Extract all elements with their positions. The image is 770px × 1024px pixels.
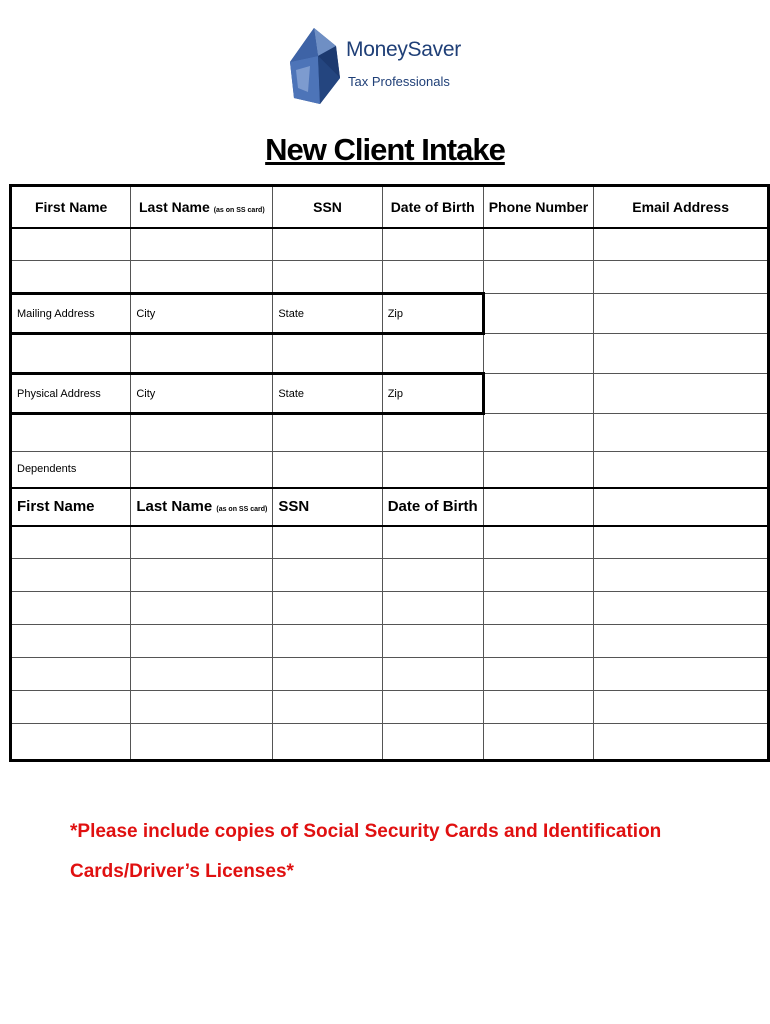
- dependent-cell[interactable]: [273, 559, 382, 592]
- dependent-cell[interactable]: [131, 592, 273, 625]
- empty-cell[interactable]: [382, 452, 483, 488]
- dependent-cell[interactable]: [273, 724, 382, 761]
- dependent-row: [11, 559, 769, 592]
- client-last-name-cell[interactable]: [131, 228, 273, 261]
- dependent-cell[interactable]: [11, 526, 131, 559]
- dependent-header-dob: Date of Birth: [382, 488, 483, 526]
- client-email-cell[interactable]: [594, 228, 769, 261]
- dependent-cell[interactable]: [594, 592, 769, 625]
- dependent-cell[interactable]: [11, 724, 131, 761]
- dependent-cell[interactable]: [382, 658, 483, 691]
- client-dob-cell[interactable]: [382, 228, 483, 261]
- dependent-header-last-name: Last Name (as on SS card): [131, 488, 273, 526]
- dependent-cell[interactable]: [11, 592, 131, 625]
- dependent-row: [11, 592, 769, 625]
- client-phone-cell[interactable]: [483, 228, 594, 261]
- empty-cell: [594, 488, 769, 526]
- dependent-cell[interactable]: [131, 724, 273, 761]
- logo-gem-icon: [290, 26, 342, 108]
- client-email-cell[interactable]: [594, 261, 769, 294]
- client-ssn-cell[interactable]: [273, 261, 382, 294]
- dependent-cell[interactable]: [273, 691, 382, 724]
- dependent-cell[interactable]: [131, 526, 273, 559]
- page-title: New Client Intake: [265, 132, 505, 167]
- dependent-cell[interactable]: [273, 592, 382, 625]
- physical-address-cell[interactable]: [11, 414, 131, 452]
- empty-cell[interactable]: [273, 452, 382, 488]
- dependent-header-row: [11, 488, 769, 526]
- empty-cell: [483, 488, 594, 526]
- mailing-city-label: City: [131, 294, 273, 334]
- empty-cell[interactable]: [594, 452, 769, 488]
- dependent-cell[interactable]: [483, 592, 594, 625]
- header-email: Email Address: [594, 186, 769, 228]
- mailing-zip-label: Zip: [382, 294, 483, 334]
- dependent-row: [11, 625, 769, 658]
- client-phone-cell[interactable]: [483, 261, 594, 294]
- dependent-cell[interactable]: [594, 658, 769, 691]
- dependent-cell[interactable]: [483, 526, 594, 559]
- dependent-row: [11, 658, 769, 691]
- dependent-cell[interactable]: [273, 526, 382, 559]
- dependent-cell[interactable]: [483, 691, 594, 724]
- client-dob-cell[interactable]: [382, 261, 483, 294]
- empty-cell[interactable]: [483, 414, 594, 452]
- mailing-address-input-row: [11, 334, 769, 374]
- empty-cell[interactable]: [483, 452, 594, 488]
- dependent-cell[interactable]: [131, 691, 273, 724]
- dependent-cell[interactable]: [594, 526, 769, 559]
- dependent-row: [11, 526, 769, 559]
- header-first-name: First Name: [11, 186, 131, 228]
- header-ssn: SSN: [273, 186, 382, 228]
- dependent-header-first-name: First Name: [11, 488, 131, 526]
- dependent-cell[interactable]: [273, 625, 382, 658]
- dependent-cell[interactable]: [594, 559, 769, 592]
- mailing-address-label: Mailing Address: [11, 294, 131, 334]
- dependent-cell[interactable]: [382, 724, 483, 761]
- empty-cell[interactable]: [483, 374, 594, 414]
- mailing-city-cell[interactable]: [131, 334, 273, 374]
- empty-cell[interactable]: [483, 294, 594, 334]
- company-logo: [290, 26, 461, 108]
- client-ssn-cell[interactable]: [273, 228, 382, 261]
- empty-cell[interactable]: [594, 334, 769, 374]
- physical-zip-cell[interactable]: [382, 414, 483, 452]
- dependent-cell[interactable]: [594, 724, 769, 761]
- dependent-cell[interactable]: [11, 625, 131, 658]
- physical-address-label: Physical Address: [11, 374, 131, 414]
- dependent-cell[interactable]: [594, 625, 769, 658]
- client-first-name-cell[interactable]: [11, 261, 131, 294]
- client-row-1: [11, 228, 769, 261]
- dependent-header-ssn: SSN: [273, 488, 382, 526]
- dependent-row: [11, 691, 769, 724]
- physical-city-cell[interactable]: [131, 414, 273, 452]
- empty-cell[interactable]: [594, 294, 769, 334]
- header-last-name-note: (as on SS card): [213, 206, 265, 214]
- dependent-cell[interactable]: [483, 658, 594, 691]
- empty-cell[interactable]: [131, 452, 273, 488]
- mailing-address-label-row: [11, 294, 769, 334]
- dependent-cell[interactable]: [594, 691, 769, 724]
- dependent-cell[interactable]: [382, 526, 483, 559]
- dependent-cell[interactable]: [131, 658, 273, 691]
- mailing-state-cell[interactable]: [273, 334, 382, 374]
- empty-cell[interactable]: [594, 374, 769, 414]
- empty-cell[interactable]: [483, 334, 594, 374]
- dependent-cell[interactable]: [11, 559, 131, 592]
- physical-state-cell[interactable]: [273, 414, 382, 452]
- mailing-address-cell[interactable]: [11, 334, 131, 374]
- dependent-cell[interactable]: [382, 625, 483, 658]
- physical-city-label: City: [131, 374, 273, 414]
- dependent-cell[interactable]: [382, 559, 483, 592]
- dependent-cell[interactable]: [382, 592, 483, 625]
- header-phone: Phone Number: [483, 186, 594, 228]
- dependent-cell[interactable]: [273, 658, 382, 691]
- header-last-name: Last Name (as on SS card): [131, 186, 273, 228]
- dependent-cell[interactable]: [382, 691, 483, 724]
- dependent-cell[interactable]: [11, 691, 131, 724]
- mailing-zip-cell[interactable]: [382, 334, 483, 374]
- logo-brand-name: MoneySaver: [346, 38, 461, 61]
- physical-address-label-row: [11, 374, 769, 414]
- dependents-label-row: [11, 452, 769, 488]
- intake-form-table: [9, 184, 770, 762]
- dependent-header-last-name-note: (as on SS card): [216, 506, 268, 513]
- dependent-cell[interactable]: [483, 559, 594, 592]
- client-row-2: [11, 261, 769, 294]
- mailing-state-label: State: [273, 294, 382, 334]
- dependents-label: Dependents: [11, 452, 131, 488]
- dependent-cell[interactable]: [11, 658, 131, 691]
- physical-state-label: State: [273, 374, 382, 414]
- dependent-cell[interactable]: [131, 559, 273, 592]
- documents-note: *Please include copies of Social Security Cards and Identification Cards/Driver’s Licenses*: [70, 821, 662, 882]
- physical-zip-label: Zip: [382, 374, 483, 414]
- header-dob: Date of Birth: [382, 186, 483, 228]
- logo-subtitle: Tax Professionals: [348, 74, 450, 89]
- dependent-cell[interactable]: [131, 625, 273, 658]
- client-header-row: [11, 186, 769, 228]
- dependent-cell[interactable]: [483, 724, 594, 761]
- client-first-name-cell[interactable]: [11, 228, 131, 261]
- empty-cell[interactable]: [594, 414, 769, 452]
- dependent-cell[interactable]: [483, 625, 594, 658]
- client-last-name-cell[interactable]: [131, 261, 273, 294]
- dependent-row: [11, 724, 769, 761]
- physical-address-input-row: [11, 414, 769, 452]
